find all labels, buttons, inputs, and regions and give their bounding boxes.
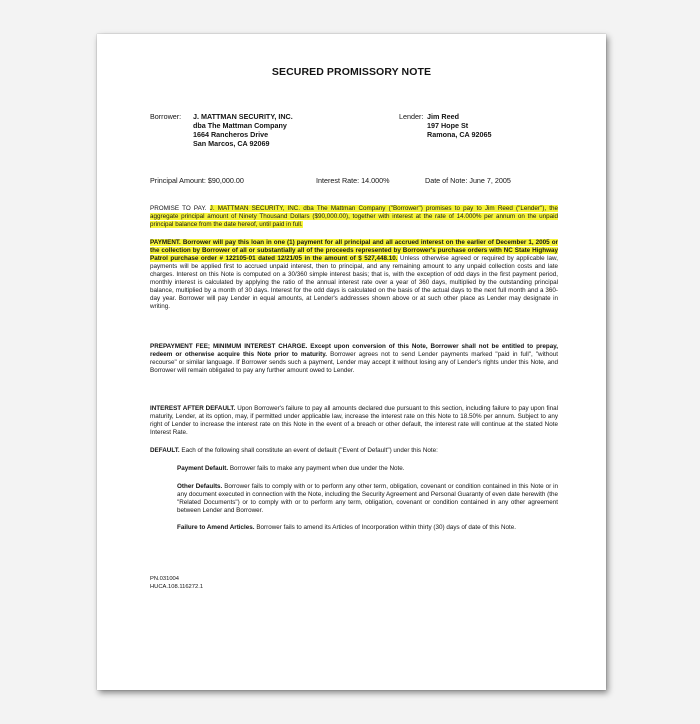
interest-after-default-text: Upon Borrower's failure to pay all amounts declared due pursuant to this section, including failure to pay upon final maturity, Lender, at its option, may, if permitted under applicable law, increase the interest rate on this Note to 18.50% per annum. Subject to any right of Lender to increase the interest rate on this Note in the event of a breach or other default, the interest rate will continue at the stated Note Interest Rate. (150, 405, 558, 437)
prepayment-section (150, 343, 558, 375)
lender-label: Lender: (399, 112, 424, 121)
interest-after-default-section (150, 405, 558, 437)
prepayment-heading: PREPAYMENT FEE; MINIMUM INTEREST CHARGE. Except upon conversion of this Note, Borrower shall not be entitled to prepay, redeem or otherwise acquire this Note prior to maturity. (150, 343, 558, 359)
lender-name: Jim Reed (427, 112, 459, 121)
borrower-street: 1664 Rancheros Drive (193, 130, 269, 139)
failure-to-amend-text: Borrower fails to amend its Articles of Incorporation within thirty (30) days of date of this Note. (256, 524, 517, 531)
interest-after-default-heading: INTEREST AFTER DEFAULT. (150, 405, 236, 412)
failure-to-amend-item (177, 524, 558, 532)
promise-text: J. MATTMAN SECURITY, INC. dba The Mattman Company ("Borrower") promises to pay to Jim Reed ("Lender"), the aggregate principal amount of Ninety Thousand Dollars ($90,000.00), together with interest at the rate of 14.000% per annum on the unpaid principal balance from the date hereof, until paid in full. (150, 205, 558, 229)
principal-amount: Principal Amount: $90,000.00 (150, 176, 244, 185)
document-page (97, 34, 606, 690)
payment-section (150, 239, 558, 311)
other-defaults-item (177, 483, 558, 515)
document-title: SECURED PROMISSORY NOTE (271, 66, 432, 78)
other-defaults-heading: Other Defaults. (177, 483, 223, 490)
borrower-city: San Marcos, CA 92069 (193, 139, 270, 148)
borrower-label: Borrower: (150, 112, 182, 121)
promise-heading: PROMISE TO PAY. (150, 205, 207, 212)
interest-rate: Interest Rate: 14.000% (316, 176, 390, 185)
default-text: Each of the following shall constitute an event of default ("Event of Default") under this Note: (181, 447, 438, 454)
footer-code-1: PN.031004 (150, 576, 180, 582)
payment-default-item (177, 465, 558, 473)
borrower-name: J. MATTMAN SECURITY, INC. (193, 112, 293, 121)
date-of-note: Date of Note: June 7, 2005 (425, 176, 511, 185)
lender-city: Ramona, CA 92065 (427, 130, 492, 139)
lender-street: 197 Hope St (427, 121, 469, 130)
default-heading: DEFAULT. (150, 447, 180, 454)
footer-code-2: HUCA.108.116272.1 (150, 583, 204, 590)
payment-terms-text: Unless otherwise agreed or required by applicable law, payments will be applied first to accrued unpaid interest, then to principal, and any remaining amount to any unpaid collection costs and late charges. Interest on this Note is computed on a 30/360 simple interest basis; that is, with the exception of odd days in the first payment period, monthly interest is calculated by applying the ratio of the annual interest rate over a year of 360 days, multiplied by the outstanding principal balance, multiplied by a month of 30 days. Interest for the odd days is calculated on the basis of the actual days to the next full month and a 360-day year. Borrower will pay Lender in equal amounts, at Lender's addresses shown above or at such other place as Lender may designate in writing. (150, 255, 558, 311)
borrower-dba: dba The Mattman Company (193, 121, 287, 130)
failure-to-amend-heading: Failure to Amend Articles. (177, 524, 255, 531)
other-defaults-text: Borrower fails to comply with or to perform any other term, obligation, covenant or condition contained in this Note or in any document executed in connection with the Note, including the Security Agreement and Personal Guaranty of even date herewith (the "Related Documents") or to comply with or to perform any term, obligation, covenant or condition contained in any other agreement between Lender and Borrower. (177, 483, 558, 515)
default-section (150, 447, 558, 455)
payment-default-heading: Payment Default. (177, 465, 229, 472)
payment-default-text: Borrower fails to make any payment when due under the Note. (229, 465, 405, 472)
document-footer (150, 576, 203, 591)
payment-highlighted-text: PAYMENT. Borrower will pay this loan in one (1) payment for all principal and all accrued interest on the earlier of December 1, 2005 or the collection by Borrower of all or substantially all of the proceeds represented by Borrower's purchase orders with NC State Highway Patrol purchase order # 122105-01 dated 12/21/05 in the amount of $ 527,448.10. (150, 239, 558, 263)
prepayment-text: Borrower agrees not to send Lender payments marked "paid in full", "without recourse" or similar language. If Borrower sends such a payment, Lender may accept it without losing any of Lender's rights under this Note, and Borrower will remain obligated to pay any further amount owed to Lender. (150, 351, 558, 375)
promise-to-pay-section (150, 205, 558, 229)
